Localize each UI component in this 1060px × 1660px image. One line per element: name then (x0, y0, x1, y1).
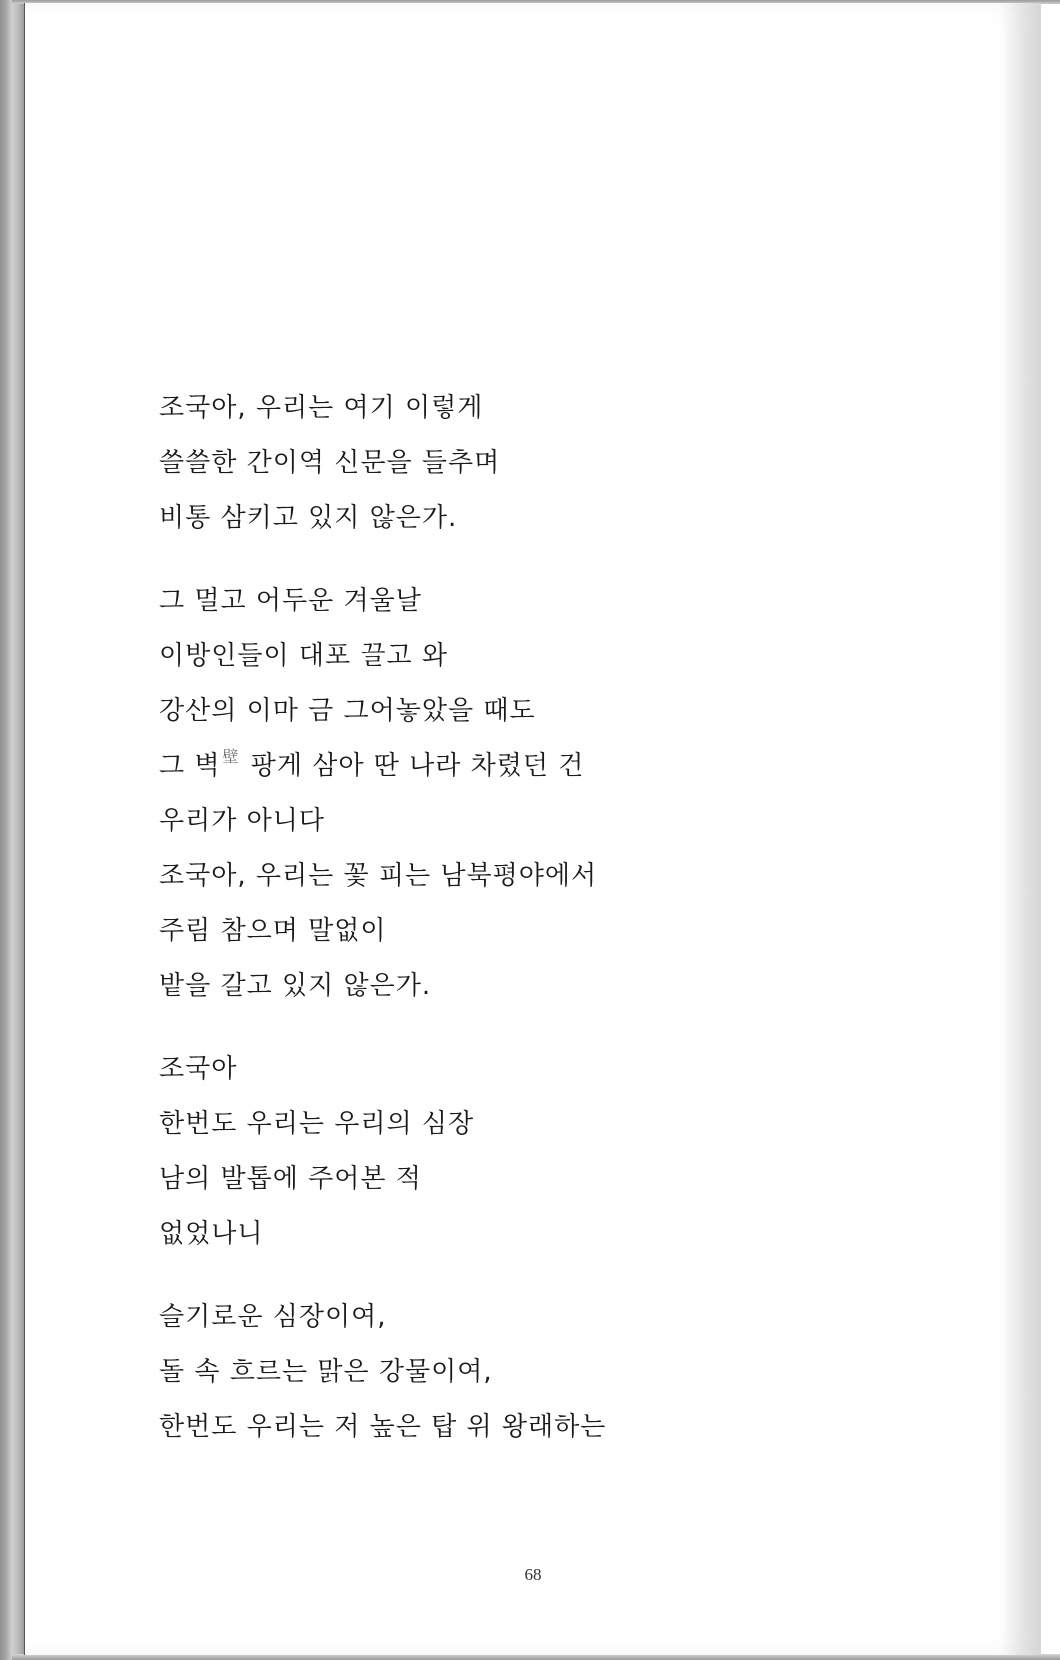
poem-line: 슬기로운 심장이여, (159, 1302, 387, 1332)
poem-line: 비통 삼키고 있지 않은가. (159, 503, 458, 533)
poem-line-part: 팡게 삼아 딴 나라 차렸던 건 (241, 751, 585, 781)
poem-line: 한번도 우리는 우리의 심장 (159, 1109, 475, 1139)
book-page (24, 3, 1041, 1655)
poem-line-with-annotation (159, 747, 959, 806)
poem-line: 돌 속 흐르는 맑은 강물이여, (159, 1357, 493, 1387)
poem-line: 우리가 아니다 (159, 806, 325, 836)
page-shadow (1001, 3, 1041, 1655)
poem-line: 조국아, 우리는 꽃 피는 남북평야에서 (159, 861, 598, 891)
poem-line: 조국아 (159, 1054, 238, 1084)
page-number: 68 (524, 1565, 542, 1584)
poem-line: 강산의 이마 금 그어놓았을 때도 (159, 696, 536, 726)
poem-line: 조국아, 우리는 여기 이렇게 (159, 393, 484, 423)
poem-line-part: 그 벽 (159, 751, 221, 781)
hanja-annotation: 壁 (222, 747, 240, 766)
poem-line: 쓸쓸한 간이역 신문을 들추며 (159, 448, 501, 478)
poem-line: 한번도 우리는 저 높은 탑 위 왕래하는 (159, 1412, 607, 1442)
poem-line: 밭을 갈고 있지 않은가. (159, 971, 432, 1001)
stanza-3 (159, 1054, 959, 1274)
poem-line: 이방인들이 대포 끌고 와 (159, 641, 448, 671)
stanza-4 (159, 1302, 959, 1467)
poem-line: 그 멀고 어두운 겨울날 (159, 586, 422, 616)
stanza-2 (159, 586, 959, 1026)
poem-line: 남의 발톱에 주어본 적 (159, 1164, 422, 1194)
poem-line: 없었나니 (159, 1219, 264, 1249)
poem-line: 주림 참으며 말없이 (159, 916, 387, 946)
stanza-1 (159, 393, 959, 558)
poem-body (159, 393, 959, 1495)
